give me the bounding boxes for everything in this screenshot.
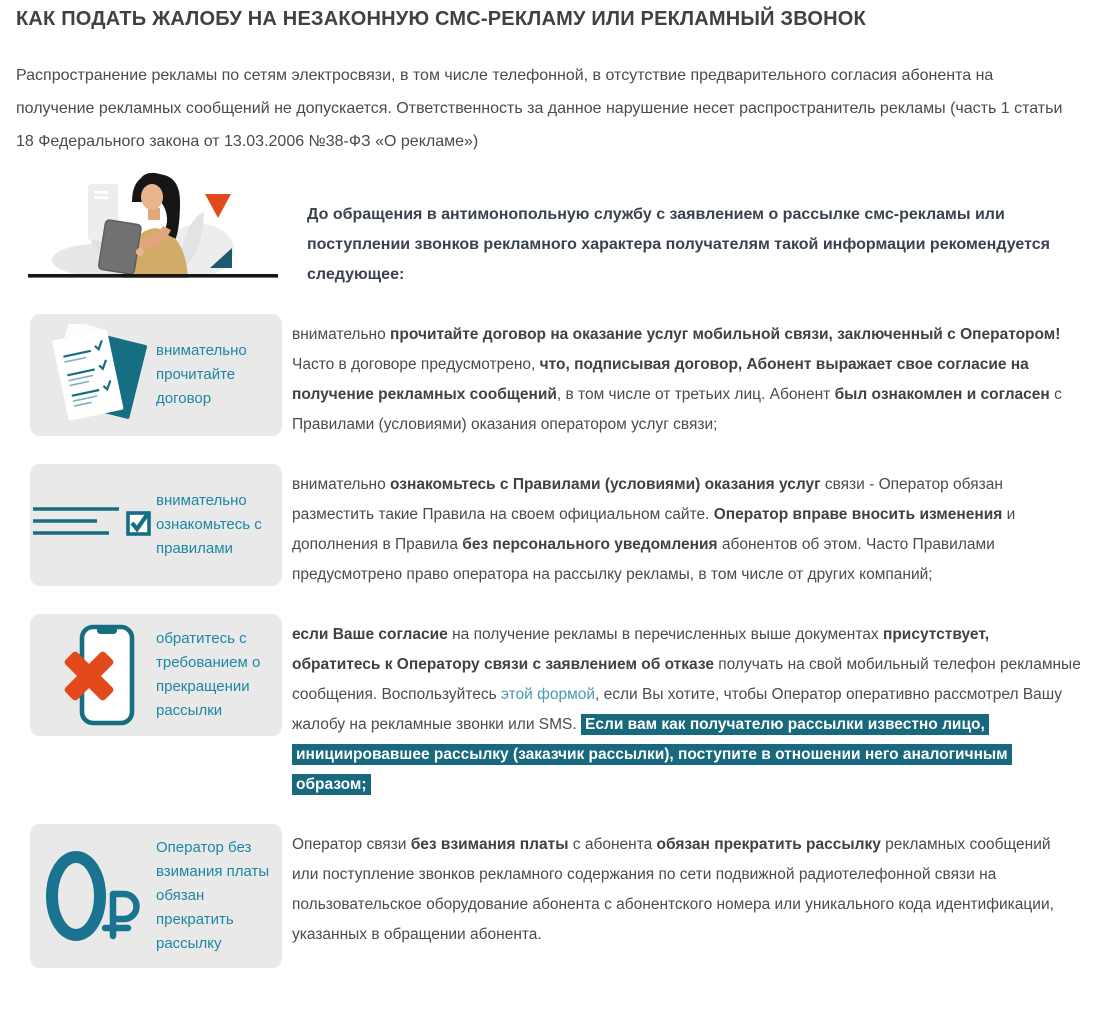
step-row-free-stop (16, 824, 1081, 968)
text-segment: , если Вы хотите, чтобы Оператор оперативно рассмотрел Вашу жалобу на рекламные звонки или SMS. (292, 686, 1062, 733)
text-segment: связи - Оператор обязан разместить такие Правила на своем официальном сайте. (292, 476, 1003, 523)
text-segment: прочитайте договор на оказание услуг мобильной связи, заключенный с Оператором! (390, 326, 1061, 343)
text-segment: без взимания платы (410, 836, 569, 853)
text-segment: внимательно (292, 326, 391, 343)
hero-section (16, 166, 1081, 290)
text-segment: на получение рекламы в перечисленных выше документах (447, 626, 883, 643)
phone-block-icon (30, 623, 156, 727)
text-segment: с Правилами (условиями) оказания оператором услуг связи; (292, 386, 1062, 433)
text-segment: ознакомьтесь с Правилами (условиями) оказания услуг (390, 476, 821, 493)
step-label: Оператор без взимания платы обязан прекратить рассылку (156, 839, 270, 952)
woman-tablet-illustration-icon (28, 166, 293, 281)
step-row-stop-request (16, 614, 1081, 800)
text-segment: Часто в договоре предусмотрено, (292, 356, 540, 373)
step-label: обратитесь с требованием о прекращении рассылки (156, 630, 261, 719)
contract-documents-icon (30, 324, 156, 426)
text-segment: присутствует, обратитесь к Оператору связи с заявлением об отказе (292, 626, 990, 673)
this-form-link[interactable]: этой формой (501, 686, 596, 703)
text-segment: и дополнения в Правила (292, 506, 1016, 553)
text-segment: Оператор вправе вносить изменения (713, 506, 1003, 523)
step-label: внимательно ознакомьтесь с правилами (156, 492, 262, 557)
step-text (292, 470, 1081, 590)
rules-checkbox-icon (30, 498, 156, 552)
text-segment: обязан прекратить рассылку (656, 836, 881, 853)
step-text (292, 320, 1081, 440)
text-segment: получать на свой мобильный телефон рекламные сообщения. Воспользуйтесь (292, 656, 1081, 703)
steps-list (16, 314, 1081, 968)
page-title: КАК ПОДАТЬ ЖАЛОБУ НА НЕЗАКОННУЮ СМС-РЕКЛАМУ ИЛИ РЕКЛАМНЫЙ ЗВОНОК (16, 8, 866, 30)
text-segment: без персонального уведомления (462, 536, 718, 553)
text-segment: с абонента (568, 836, 657, 853)
step-card (30, 614, 282, 736)
step-card (30, 464, 282, 586)
text-segment: если Ваше согласие (292, 626, 448, 643)
highlighted-text: Если вам как получателю рассылки известно лицо, инициировавшее рассылку (заказчик рассылки), поступите в отношении него аналогичным образом; (292, 714, 1012, 795)
text-segment: рекламных сообщений или поступление звонков рекламного содержания по сети подвижной радиотелефонной связи на пользовательское оборудование абонента с абонентского номера или уникального кода идентификации, указанных в обращении абонента. (292, 836, 1054, 943)
text-segment: внимательно (292, 476, 391, 493)
step-text (292, 620, 1081, 800)
lead-paragraph: До обращения в антимонопольную службу с заявлением о рассылке смс-рекламы или поступлении звонков рекламного характера получателям такой информации рекомендуется следующее: (307, 206, 1050, 283)
text-segment: был ознакомлен и согласен (834, 386, 1050, 403)
text-segment: , в том числе от третьих лиц. Абонент (556, 386, 835, 403)
step-text (292, 830, 1081, 950)
red-triangle-shape (205, 194, 231, 218)
step-label: внимательно прочитайте договор (156, 342, 247, 407)
intro-paragraph: Распространение рекламы по сетям электросвязи, в том числе телефонной, в отсутствие предварительного согласия абонента на получение рекламных сообщений не допускается. Ответственность за данное нарушение несет распространитель рекламы (часть 1 статьи 18 Федерального закона от 13.03.2006 №38-ФЗ «О рекламе») (16, 67, 1063, 150)
text-segment: что, подписывая договор, Абонент выражает свое согласие на получение рекламных сообщений (292, 356, 1029, 403)
step-row-read-rules (16, 464, 1081, 590)
step-card (30, 314, 282, 436)
step-card (30, 824, 282, 968)
step-row-read-contract (16, 314, 1081, 440)
zero-ruble-icon (30, 848, 156, 944)
text-segment: Оператор связи (292, 836, 411, 853)
text-segment: абонентов об этом. Часто Правилами предусмотрено право оператора на рассылку рекламы, в том числе от других компаний; (292, 536, 995, 583)
